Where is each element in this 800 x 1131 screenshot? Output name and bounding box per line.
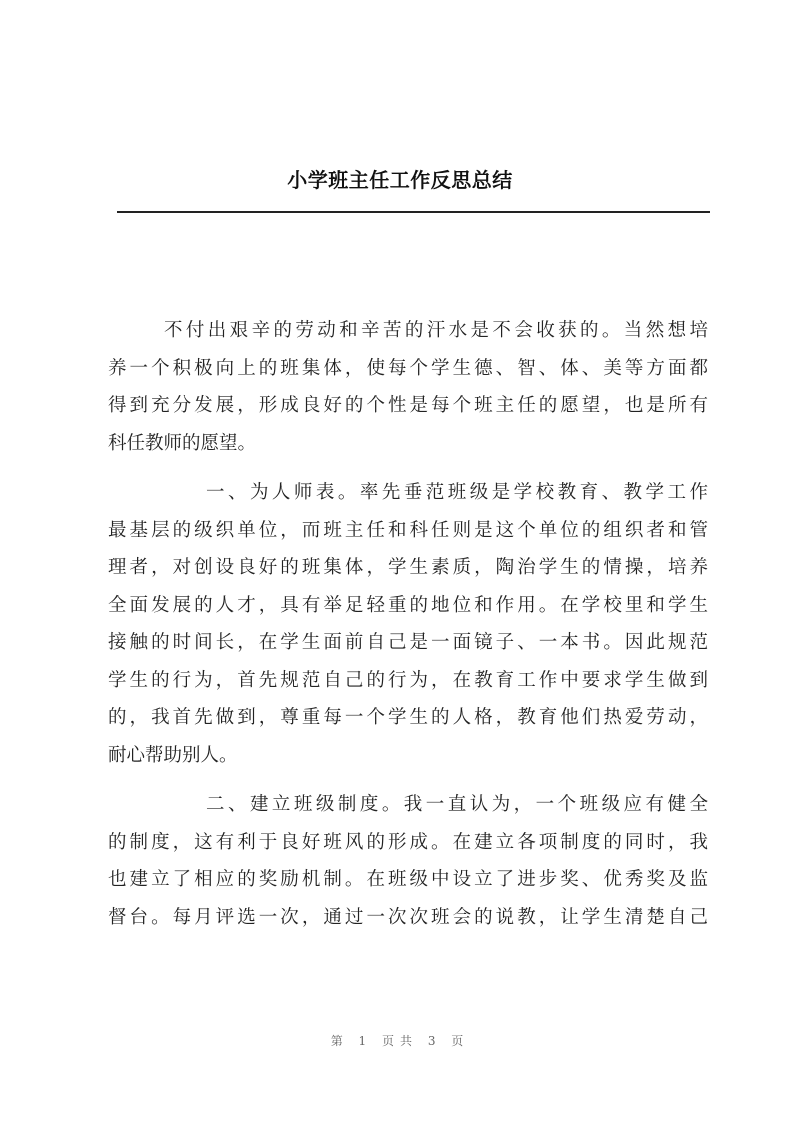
paragraph-line: 督台。每月评选一次，通过一次次班会的说教，让学生清楚自己 — [108, 906, 708, 928]
paragraph-line: 最基层的级织单位，而班主任和科任则是这个单位的组织者和管 — [108, 519, 708, 541]
paragraph-line: 不付出艰辛的劳动和辛苦的汗水是不会收获的。当然想培 — [164, 320, 708, 341]
paragraph-line: 也建立了相应的奖励机制。在班级中设立了进步奖、优秀奖及监 — [108, 869, 708, 890]
paragraph-line: 学生的行为，首先规范自己的行为，在教育工作中要求学生做到 — [108, 669, 708, 691]
document-body — [108, 312, 708, 936]
paragraph-section-1 — [108, 474, 708, 774]
paragraph-line: 得到充分发展，形成良好的个性是每个班主任的愿望，也是所有 — [108, 395, 708, 416]
page-title: 小学班主任工作反思总结 — [287, 168, 513, 192]
page-footer: 第 1 页共 3 页 — [330, 1034, 470, 1048]
paragraph-line: 全面发展的人才，具有举足轻重的地位和作用。在学校里和学生 — [108, 594, 708, 616]
paragraph-gap — [108, 462, 708, 474]
paragraph-line: 养一个积极向上的班集体，使每个学生德、智、体、美等方面都 — [108, 357, 708, 379]
paragraph-line: 二、建立班级制度。我一直认为，一个班级应有健全 — [206, 794, 708, 815]
paragraph-section-2 — [108, 786, 708, 936]
paragraph-line: 一、为人师表。率先垂范班级是学校教育、教学工作 — [206, 482, 708, 503]
title-divider — [117, 211, 710, 213]
paragraph-line: 理者，对创设良好的班集体，学生素质，陶治学生的情操，培养 — [108, 557, 708, 578]
paragraph-line: 的制度，这有利于良好班风的形成。在建立各项制度的同时，我 — [108, 831, 708, 853]
paragraph-line: 的，我首先做到，尊重每一个学生的人格，教育他们热爱劳动， — [108, 707, 708, 728]
paragraph-line: 接触的时间长，在学生面前自己是一面镜子、一本书。因此规范 — [108, 632, 708, 653]
paragraph-gap — [108, 774, 708, 786]
paragraph-intro — [108, 312, 708, 462]
paragraph-line: 科任教师的愿望。 — [108, 432, 257, 454]
paragraph-line: 耐心帮助别人。 — [108, 744, 238, 766]
